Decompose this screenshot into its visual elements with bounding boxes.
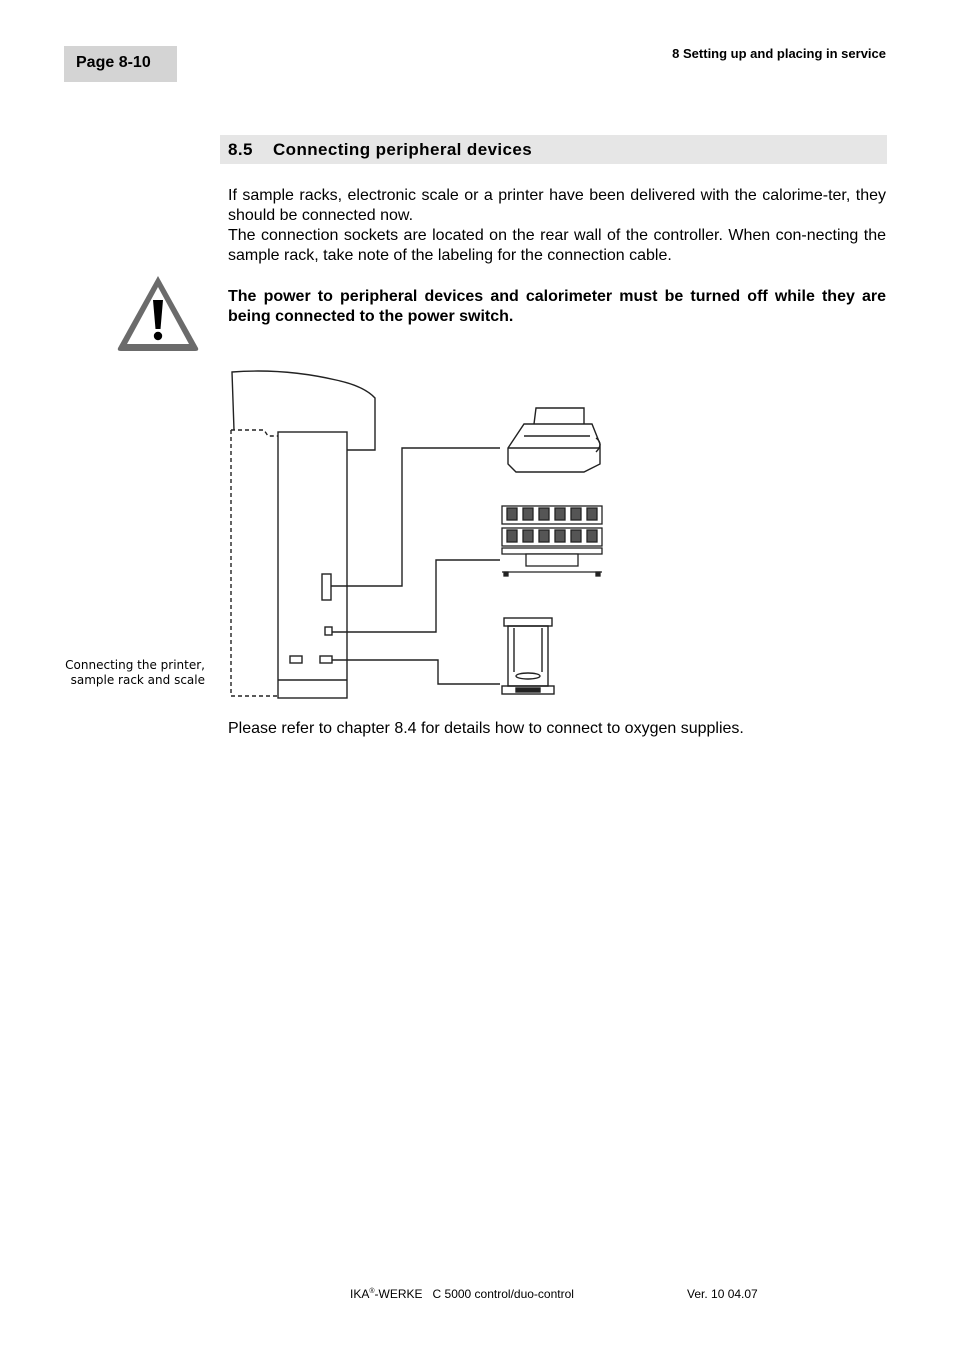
section-number: 8.5 <box>228 140 253 159</box>
connection-sockets-paragraph: The connection sockets are located on the rear wall of the controller. When con-necting the sample rack, take note of the labeling for the connection cable. <box>228 227 886 264</box>
printer-icon <box>508 408 600 472</box>
intro-paragraph: If sample racks, electronic scale or a printer have been delivered with the calorime-ter, they should be connected now. <box>228 187 886 224</box>
warning-text: The power to peripheral devices and calorimeter must be turned off while they are being connected to the power switch. <box>228 288 886 325</box>
footer-brand: IKA <box>350 1287 370 1301</box>
page-number-label: Page 8-10 <box>64 46 177 82</box>
oxygen-reference-paragraph: Please refer to chapter 8.4 for details how to connect to oxygen supplies. <box>228 720 744 737</box>
connection-diagram <box>224 366 608 707</box>
chapter-title: 8 Setting up and placing in service <box>672 46 886 61</box>
figure-caption <box>65 658 205 688</box>
footer-product-name: -WERKE C 5000 control/duo-control <box>374 1287 574 1301</box>
section-heading <box>220 135 887 164</box>
sample-rack-icon <box>502 506 602 576</box>
registered-mark: ® <box>369 1288 375 1295</box>
footer-version: Ver. 10 04.07 <box>687 1287 758 1301</box>
footer-product <box>350 1287 574 1301</box>
scale-icon <box>502 618 554 694</box>
section-title: Connecting peripheral devices <box>273 140 533 159</box>
caption-line: sample rack and scale <box>70 673 205 687</box>
caption-line: Connecting the printer, <box>65 658 205 672</box>
warning-triangle-icon <box>115 272 201 359</box>
